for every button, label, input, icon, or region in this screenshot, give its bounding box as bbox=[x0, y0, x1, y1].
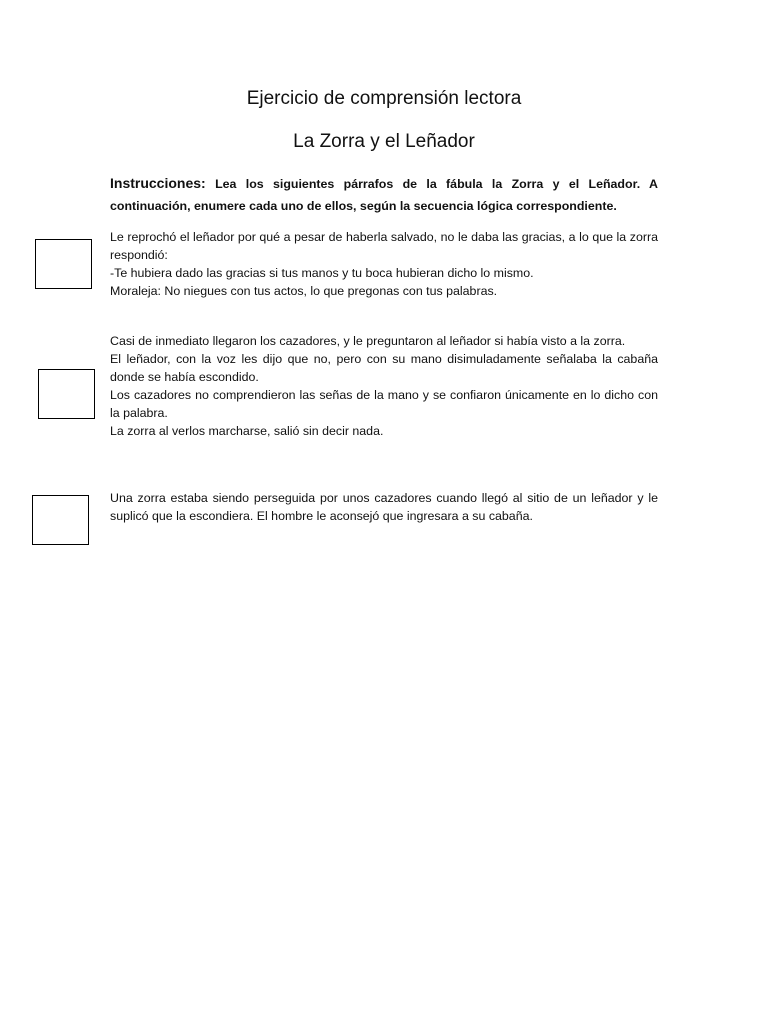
paragraph-line: Le reprochó el leñador por qué a pesar de haberla salvado, no le daba las gracias, a lo que la zorra respondió: bbox=[110, 230, 658, 262]
paragraph-line: La zorra al verlos marcharse, salió sin decir nada. bbox=[110, 423, 384, 438]
instructions bbox=[110, 172, 658, 217]
page-subtitle: La Zorra y el Leñador bbox=[293, 131, 475, 152]
paragraph-line: Una zorra estaba siendo perseguida por unos cazadores cuando llegó al sitio de un leñador y le suplicó que la escondiera. El hombre le aconsejó que ingresara a su cabaña. bbox=[110, 491, 658, 523]
paragraph-line: El leñador, con la voz les dijo que no, pero con su mano disimuladamente señalaba la cabaña donde se había escondido. bbox=[110, 351, 658, 384]
answer-box-1[interactable] bbox=[35, 239, 92, 289]
paragraph-line: -Te hubiera dado las gracias si tus manos y tu boca hubieran dicho lo mismo. bbox=[110, 265, 534, 280]
paragraph-line: Casi de inmediato llegaron los cazadores, y le preguntaron al leñador si había visto a la zorra. bbox=[110, 334, 626, 348]
answer-box-3[interactable] bbox=[32, 495, 89, 545]
page-title: Ejercicio de comprensión lectora bbox=[246, 88, 522, 109]
instructions-label: Instrucciones: bbox=[110, 175, 206, 191]
instructions-text: Lea los siguientes párrafos de la fábula la Zorra y el Leñador. A continuación, enumere cada uno de ellos, según la secuencia lógica correspondiente. bbox=[110, 177, 658, 213]
paragraph-line: Los cazadores no comprendieron las señas de la mano y se confiaron únicamente en lo dicho con la palabra. bbox=[110, 387, 658, 420]
paragraph-2 bbox=[110, 333, 658, 440]
paragraph-1 bbox=[110, 229, 658, 301]
paragraph-3 bbox=[110, 490, 658, 526]
paragraph-line: Moraleja: No niegues con tus actos, lo que pregonas con tus palabras. bbox=[110, 283, 498, 298]
answer-box-2[interactable] bbox=[38, 369, 95, 419]
